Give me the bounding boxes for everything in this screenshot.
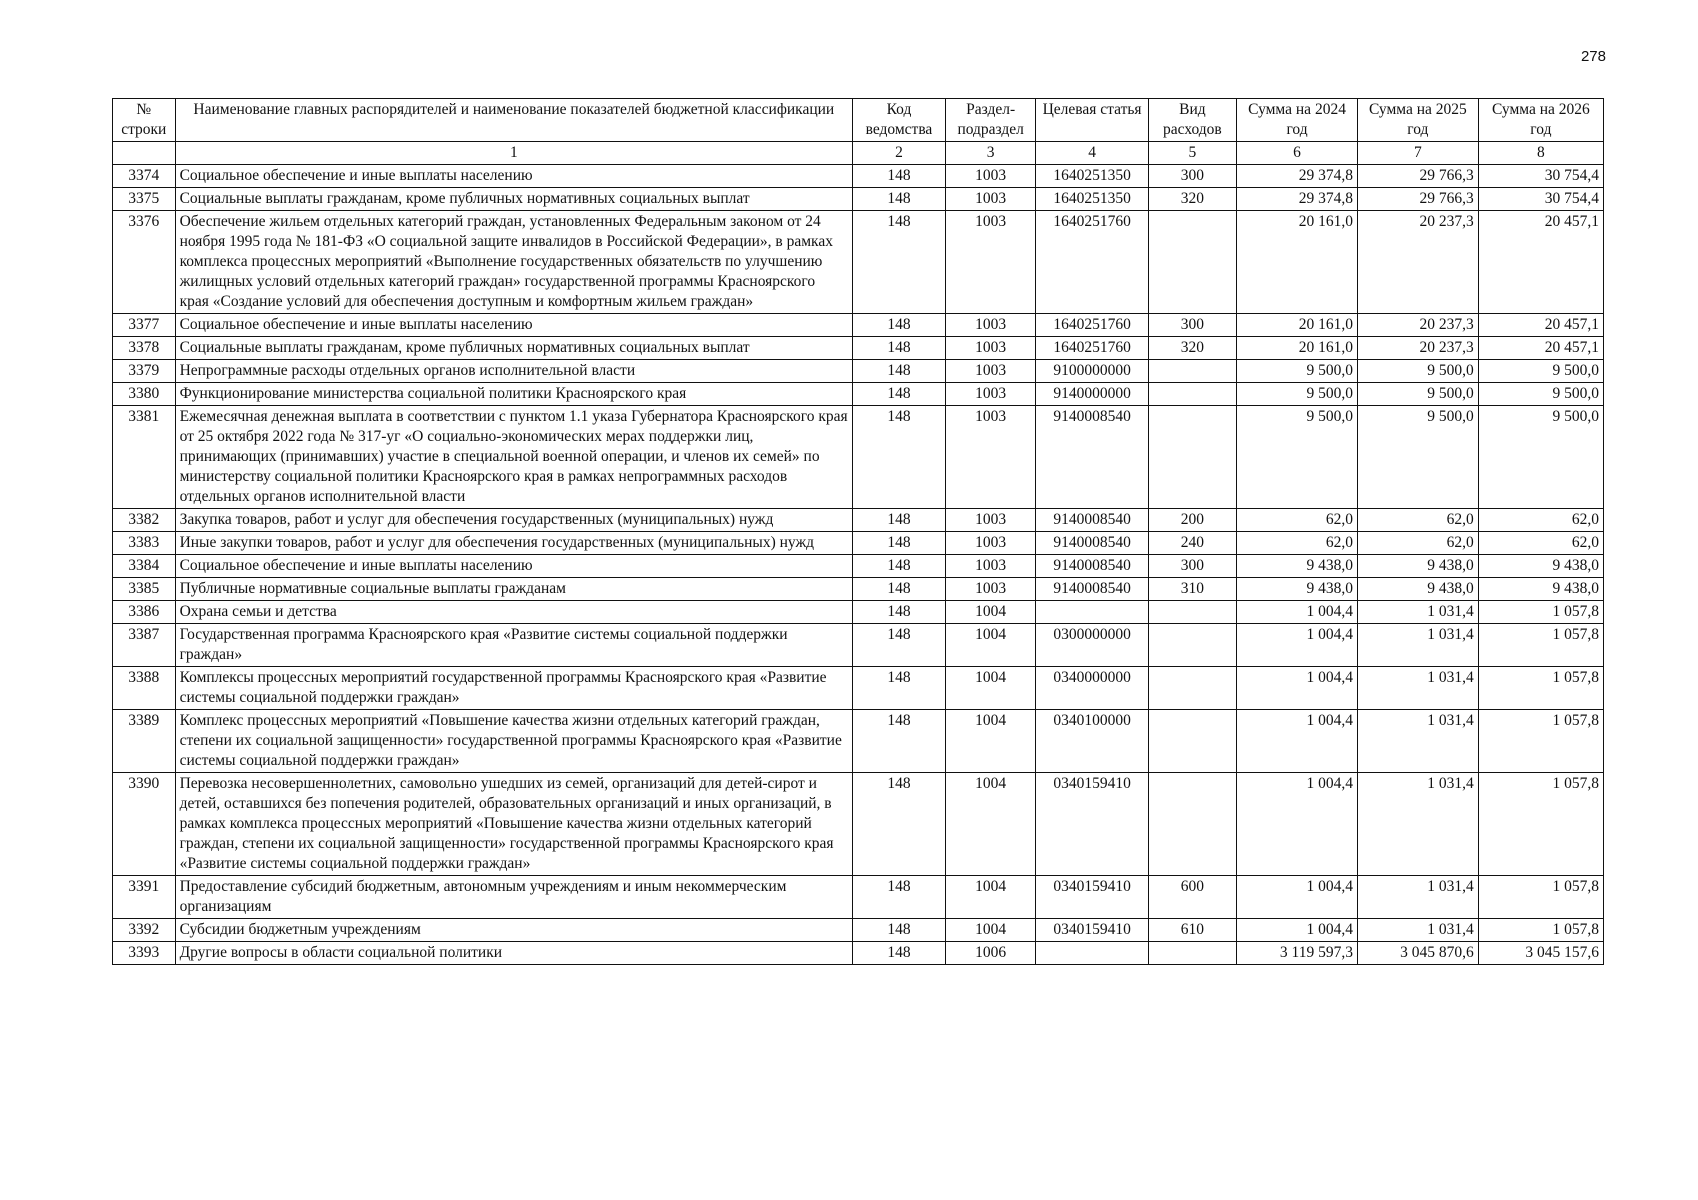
header-department-code: Код ведомства	[853, 99, 946, 142]
row-name: Закупка товаров, работ и услуг для обеспечения государственных (муниципальных) нужд	[175, 509, 853, 532]
expense-type: 240	[1148, 532, 1236, 555]
target-article: 0340159410	[1036, 919, 1148, 942]
table-row	[113, 337, 1604, 360]
department-code: 148	[853, 919, 946, 942]
row-number: 3376	[113, 211, 176, 314]
header-target-article: Целевая статья	[1036, 99, 1148, 142]
row-name: Предоставление субсидий бюджетным, автономным учреждениям и иным некоммерческим организациям	[175, 876, 853, 919]
column-index: 1	[175, 142, 853, 165]
department-code: 148	[853, 383, 946, 406]
sum-2026: 20 457,1	[1478, 337, 1603, 360]
sum-2024: 20 161,0	[1237, 314, 1358, 337]
target-article: 9140008540	[1036, 578, 1148, 601]
table-row	[113, 876, 1604, 919]
column-index	[113, 142, 176, 165]
sum-2025: 1 031,4	[1357, 667, 1478, 710]
sum-2024: 62,0	[1237, 509, 1358, 532]
department-code: 148	[853, 876, 946, 919]
sum-2026: 20 457,1	[1478, 314, 1603, 337]
department-code: 148	[853, 165, 946, 188]
sum-2024: 9 500,0	[1237, 360, 1358, 383]
sum-2026: 20 457,1	[1478, 211, 1603, 314]
target-article: 9140000000	[1036, 383, 1148, 406]
sum-2024: 9 438,0	[1237, 578, 1358, 601]
sum-2025: 20 237,3	[1357, 211, 1478, 314]
sum-2026: 1 057,8	[1478, 876, 1603, 919]
sum-2026: 30 754,4	[1478, 188, 1603, 211]
sum-2025: 29 766,3	[1357, 188, 1478, 211]
table-row	[113, 383, 1604, 406]
row-name: Публичные нормативные социальные выплаты гражданам	[175, 578, 853, 601]
table-row	[113, 509, 1604, 532]
expense-type	[1148, 211, 1236, 314]
page-number: 278	[1580, 48, 1606, 65]
section-code: 1004	[945, 624, 1036, 667]
target-article: 1640251760	[1036, 211, 1148, 314]
target-article: 9100000000	[1036, 360, 1148, 383]
row-number: 3379	[113, 360, 176, 383]
sum-2024: 1 004,4	[1237, 624, 1358, 667]
department-code: 148	[853, 601, 946, 624]
header-sum-2025: Сумма на 2025 год	[1357, 99, 1478, 142]
row-name: Социальное обеспечение и иные выплаты населению	[175, 165, 853, 188]
expense-type: 610	[1148, 919, 1236, 942]
expense-type: 300	[1148, 555, 1236, 578]
table-row	[113, 532, 1604, 555]
row-name: Государственная программа Красноярского края «Развитие системы социальной поддержки граждан»	[175, 624, 853, 667]
sum-2025: 1 031,4	[1357, 624, 1478, 667]
table-row	[113, 773, 1604, 876]
sum-2025: 9 500,0	[1357, 406, 1478, 509]
sum-2026: 62,0	[1478, 532, 1603, 555]
section-code: 1004	[945, 710, 1036, 773]
section-code: 1004	[945, 919, 1036, 942]
column-index: 6	[1237, 142, 1358, 165]
sum-2024: 9 500,0	[1237, 383, 1358, 406]
expense-type	[1148, 383, 1236, 406]
target-article	[1036, 601, 1148, 624]
expense-type	[1148, 773, 1236, 876]
row-number: 3377	[113, 314, 176, 337]
row-number: 3389	[113, 710, 176, 773]
sum-2026: 1 057,8	[1478, 667, 1603, 710]
expense-type: 320	[1148, 188, 1236, 211]
row-name: Социальное обеспечение и иные выплаты населению	[175, 555, 853, 578]
department-code: 148	[853, 314, 946, 337]
row-number: 3384	[113, 555, 176, 578]
sum-2024: 20 161,0	[1237, 337, 1358, 360]
target-article: 9140008540	[1036, 406, 1148, 509]
sum-2024: 1 004,4	[1237, 773, 1358, 876]
sum-2024: 1 004,4	[1237, 919, 1358, 942]
sum-2024: 62,0	[1237, 532, 1358, 555]
sum-2024: 20 161,0	[1237, 211, 1358, 314]
table-row	[113, 360, 1604, 383]
target-article: 0300000000	[1036, 624, 1148, 667]
column-index: 2	[853, 142, 946, 165]
expense-type	[1148, 942, 1236, 965]
section-code: 1004	[945, 876, 1036, 919]
department-code: 148	[853, 578, 946, 601]
sum-2025: 9 500,0	[1357, 360, 1478, 383]
row-number: 3375	[113, 188, 176, 211]
sum-2026: 9 500,0	[1478, 360, 1603, 383]
target-article: 9140008540	[1036, 509, 1148, 532]
section-code: 1004	[945, 773, 1036, 876]
row-number: 3380	[113, 383, 176, 406]
table-row	[113, 188, 1604, 211]
department-code: 148	[853, 942, 946, 965]
section-code: 1003	[945, 555, 1036, 578]
sum-2025: 1 031,4	[1357, 773, 1478, 876]
target-article: 9140008540	[1036, 555, 1148, 578]
column-index: 8	[1478, 142, 1603, 165]
target-article: 0340100000	[1036, 710, 1148, 773]
row-number: 3383	[113, 532, 176, 555]
row-name: Иные закупки товаров, работ и услуг для обеспечения государственных (муниципальных) нужд	[175, 532, 853, 555]
expense-type: 310	[1148, 578, 1236, 601]
sum-2024: 29 374,8	[1237, 188, 1358, 211]
sum-2024: 1 004,4	[1237, 710, 1358, 773]
department-code: 148	[853, 360, 946, 383]
row-number: 3393	[113, 942, 176, 965]
row-name: Социальные выплаты гражданам, кроме публичных нормативных социальных выплат	[175, 337, 853, 360]
sum-2026: 3 045 157,6	[1478, 942, 1603, 965]
table-row	[113, 942, 1604, 965]
section-code: 1003	[945, 383, 1036, 406]
row-name: Функционирование министерства социальной политики Красноярского края	[175, 383, 853, 406]
column-index: 3	[945, 142, 1036, 165]
section-code: 1004	[945, 601, 1036, 624]
sum-2026: 1 057,8	[1478, 624, 1603, 667]
sum-2024: 1 004,4	[1237, 667, 1358, 710]
table-row	[113, 578, 1604, 601]
table-row	[113, 165, 1604, 188]
row-name: Субсидии бюджетным учреждениям	[175, 919, 853, 942]
table-row	[113, 624, 1604, 667]
sum-2025: 20 237,3	[1357, 314, 1478, 337]
row-number: 3374	[113, 165, 176, 188]
sum-2025: 20 237,3	[1357, 337, 1478, 360]
sum-2024: 9 500,0	[1237, 406, 1358, 509]
department-code: 148	[853, 188, 946, 211]
header-sum-2024: Сумма на 2024 год	[1237, 99, 1358, 142]
table-row	[113, 406, 1604, 509]
department-code: 148	[853, 509, 946, 532]
column-index: 4	[1036, 142, 1148, 165]
expense-type	[1148, 360, 1236, 383]
target-article: 0340159410	[1036, 876, 1148, 919]
row-number: 3381	[113, 406, 176, 509]
section-code: 1003	[945, 509, 1036, 532]
target-article: 0340000000	[1036, 667, 1148, 710]
sum-2026: 9 500,0	[1478, 383, 1603, 406]
section-code: 1003	[945, 211, 1036, 314]
department-code: 148	[853, 773, 946, 876]
sum-2026: 9 500,0	[1478, 406, 1603, 509]
sum-2026: 1 057,8	[1478, 710, 1603, 773]
section-code: 1003	[945, 188, 1036, 211]
row-name: Обеспечение жильем отдельных категорий граждан, установленных Федеральным законом от 24 ноября 1995 года № 181-ФЗ «О социальной защите инвалидов в Российской Федерации», в рамках комплекса процессных мероприятий «Выполнение государственных обязательств по улучшению жилищных условий отдельных категорий граждан» государственной программы Красноярского края «Создание условий для обеспечения доступным и комфортным жильем граждан»	[175, 211, 853, 314]
table-row	[113, 211, 1604, 314]
section-code: 1003	[945, 165, 1036, 188]
department-code: 148	[853, 406, 946, 509]
department-code: 148	[853, 211, 946, 314]
expense-type: 600	[1148, 876, 1236, 919]
row-name: Комплекс процессных мероприятий «Повышение качества жизни отдельных категорий граждан, степени их социальной защищенности» государственной программы Красноярского края «Развитие системы социальной поддержки граждан»	[175, 710, 853, 773]
sum-2024: 1 004,4	[1237, 601, 1358, 624]
table-body	[113, 165, 1604, 965]
row-name: Перевозка несовершеннолетних, самовольно ушедших из семей, организаций для детей-сирот и детей, оставшихся без попечения родителей, образовательных организаций и иных организаций, в рамках комплекса процессных мероприятий «Повышение качества жизни отдельных категорий граждан, степени их социальной защищенности» государственной программы Красноярского края «Развитие системы социальной поддержки граждан»	[175, 773, 853, 876]
row-number: 3388	[113, 667, 176, 710]
sum-2025: 29 766,3	[1357, 165, 1478, 188]
header-sum-2026: Сумма на 2026 год	[1478, 99, 1603, 142]
target-article: 1640251350	[1036, 188, 1148, 211]
sum-2025: 62,0	[1357, 532, 1478, 555]
column-index: 5	[1148, 142, 1236, 165]
row-name: Охрана семьи и детства	[175, 601, 853, 624]
header-name: Наименование главных распорядителей и наименование показателей бюджетной классификации	[175, 99, 853, 142]
table-row	[113, 710, 1604, 773]
row-number: 3385	[113, 578, 176, 601]
header-row	[113, 99, 1604, 142]
header-row-number: № строки	[113, 99, 176, 142]
column-index: 7	[1357, 142, 1478, 165]
sum-2024: 9 438,0	[1237, 555, 1358, 578]
header-section: Раздел-подраздел	[945, 99, 1036, 142]
sum-2024: 1 004,4	[1237, 876, 1358, 919]
sum-2025: 9 500,0	[1357, 383, 1478, 406]
expense-type	[1148, 667, 1236, 710]
row-name: Ежемесячная денежная выплата в соответствии с пунктом 1.1 указа Губернатора Красноярского края от 25 октября 2022 года № 317-уг «О социально-экономических мерах поддержки лиц, принимающих (принимавших) участие в специальной военной операции, и членов их семей» по министерству социальной политики Красноярского края в рамках непрограммных расходов отдельных органов исполнительной власти	[175, 406, 853, 509]
target-article: 1640251760	[1036, 314, 1148, 337]
section-code: 1003	[945, 337, 1036, 360]
target-article: 0340159410	[1036, 773, 1148, 876]
row-number: 3390	[113, 773, 176, 876]
row-name: Комплексы процессных мероприятий государственной программы Красноярского края «Развитие системы социальной поддержки граждан»	[175, 667, 853, 710]
expense-type: 300	[1148, 165, 1236, 188]
sum-2026: 1 057,8	[1478, 919, 1603, 942]
sum-2026: 9 438,0	[1478, 555, 1603, 578]
sum-2026: 1 057,8	[1478, 601, 1603, 624]
sum-2025: 1 031,4	[1357, 919, 1478, 942]
sum-2025: 9 438,0	[1357, 555, 1478, 578]
sum-2024: 3 119 597,3	[1237, 942, 1358, 965]
sum-2025: 1 031,4	[1357, 876, 1478, 919]
table-row	[113, 919, 1604, 942]
section-code: 1004	[945, 667, 1036, 710]
sum-2025: 1 031,4	[1357, 710, 1478, 773]
department-code: 148	[853, 624, 946, 667]
table-row	[113, 601, 1604, 624]
department-code: 148	[853, 337, 946, 360]
row-number: 3386	[113, 601, 176, 624]
row-name: Социальные выплаты гражданам, кроме публичных нормативных социальных выплат	[175, 188, 853, 211]
row-name: Другие вопросы в области социальной политики	[175, 942, 853, 965]
expense-type	[1148, 601, 1236, 624]
section-code: 1003	[945, 314, 1036, 337]
budget-table	[112, 98, 1604, 965]
target-article: 1640251760	[1036, 337, 1148, 360]
table-row	[113, 555, 1604, 578]
section-code: 1003	[945, 532, 1036, 555]
row-number: 3387	[113, 624, 176, 667]
section-code: 1003	[945, 578, 1036, 601]
sum-2026: 30 754,4	[1478, 165, 1603, 188]
expense-type: 320	[1148, 337, 1236, 360]
expense-type	[1148, 624, 1236, 667]
department-code: 148	[853, 532, 946, 555]
row-number: 3391	[113, 876, 176, 919]
department-code: 148	[853, 710, 946, 773]
sum-2026: 62,0	[1478, 509, 1603, 532]
expense-type: 300	[1148, 314, 1236, 337]
row-number: 3392	[113, 919, 176, 942]
expense-type: 200	[1148, 509, 1236, 532]
sum-2025: 62,0	[1357, 509, 1478, 532]
row-number: 3382	[113, 509, 176, 532]
target-article: 9140008540	[1036, 532, 1148, 555]
sum-2025: 9 438,0	[1357, 578, 1478, 601]
section-code: 1006	[945, 942, 1036, 965]
expense-type	[1148, 710, 1236, 773]
header-expense-type: Вид расходов	[1148, 99, 1236, 142]
expense-type	[1148, 406, 1236, 509]
target-article: 1640251350	[1036, 165, 1148, 188]
department-code: 148	[853, 555, 946, 578]
sum-2025: 1 031,4	[1357, 601, 1478, 624]
department-code: 148	[853, 667, 946, 710]
target-article	[1036, 942, 1148, 965]
sum-2026: 9 438,0	[1478, 578, 1603, 601]
row-name: Социальное обеспечение и иные выплаты населению	[175, 314, 853, 337]
table-row	[113, 667, 1604, 710]
row-number: 3378	[113, 337, 176, 360]
sum-2024: 29 374,8	[1237, 165, 1358, 188]
sum-2026: 1 057,8	[1478, 773, 1603, 876]
sum-2025: 3 045 870,6	[1357, 942, 1478, 965]
column-index-row	[113, 142, 1604, 165]
section-code: 1003	[945, 406, 1036, 509]
row-name: Непрограммные расходы отдельных органов исполнительной власти	[175, 360, 853, 383]
section-code: 1003	[945, 360, 1036, 383]
table-row	[113, 314, 1604, 337]
